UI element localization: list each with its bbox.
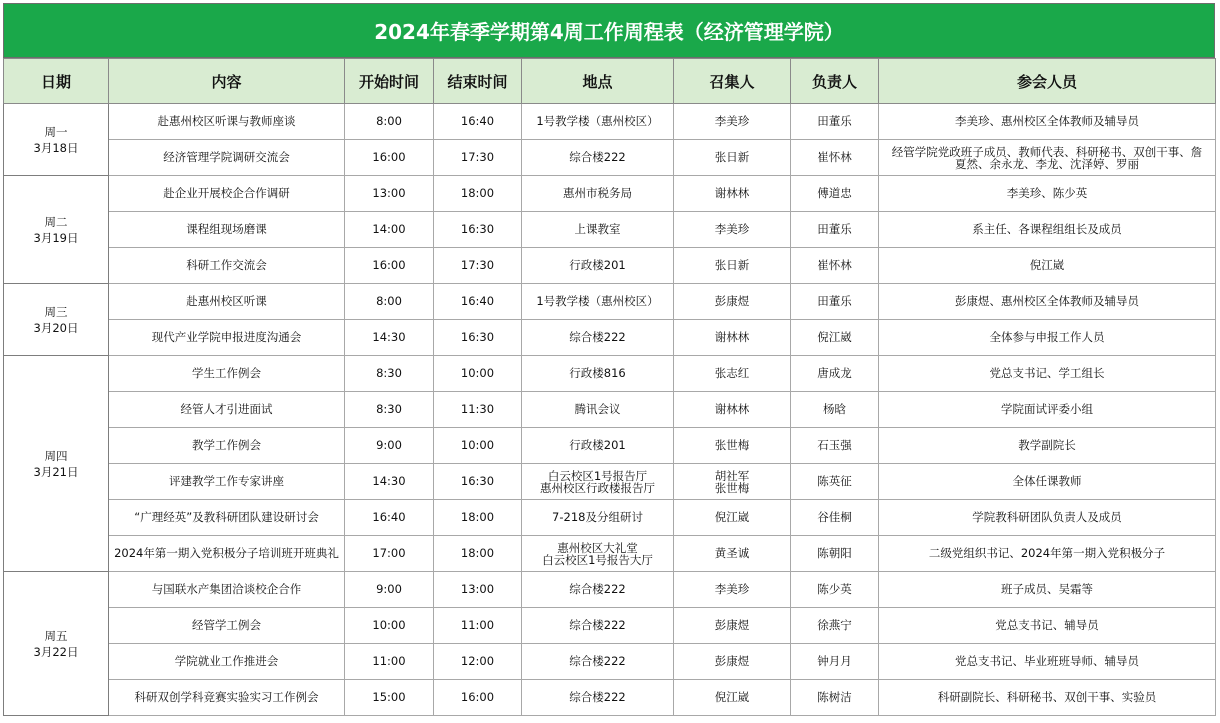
convener-cell[interactable] [674, 680, 791, 716]
table-row [4, 356, 1216, 392]
attendees-cell-line: 党总支书记、辅导员 [995, 618, 1099, 632]
convener-cell-line: 张日新 [714, 258, 750, 272]
leader-cell[interactable]: 石玉强 [791, 428, 879, 464]
end-time-cell[interactable]: 16:30 [434, 212, 522, 248]
place-cell-line: 行政楼201 [569, 438, 626, 452]
attendees-cell-line: 倪江崴 [1029, 258, 1065, 272]
attendees-cell[interactable] [879, 464, 1216, 500]
attendees-cell[interactable] [879, 536, 1216, 572]
place-cell-line: 综合楼222 [569, 150, 626, 164]
place-cell[interactable] [522, 212, 674, 248]
end-time-cell[interactable]: 12:00 [434, 644, 522, 680]
end-time-cell[interactable]: 18:00 [434, 176, 522, 212]
table-row [4, 104, 1216, 140]
schedule-body [4, 104, 1216, 716]
schedule-table [3, 58, 1216, 716]
start-time-cell[interactable]: 8:30 [345, 356, 434, 392]
date-cell[interactable] [4, 284, 109, 356]
header-end-time[interactable]: 结束时间 [434, 59, 522, 104]
content-cell[interactable]: 赴企业开展校企合作调研 [109, 176, 345, 212]
leader-cell[interactable]: 崔怀林 [791, 248, 879, 284]
place-cell-line: 上课教室 [574, 222, 621, 236]
place-cell-line: 行政楼816 [569, 366, 626, 380]
convener-cell[interactable] [674, 212, 791, 248]
start-time-cell[interactable]: 14:00 [345, 212, 434, 248]
table-row [4, 248, 1216, 284]
convener-cell-line: 倪江崴 [714, 510, 750, 524]
table-row [4, 320, 1216, 356]
place-cell[interactable] [522, 680, 674, 716]
attendees-cell-line: 经管学院党政班子成员、教师代表、科研秘书、双创干事、詹 [891, 144, 1203, 159]
leader-cell[interactable]: 田董乐 [791, 212, 879, 248]
convener-cell-line: 张世梅 [714, 438, 750, 452]
content-cell[interactable]: 评建教学工作专家讲座 [109, 464, 345, 500]
table-row [4, 212, 1216, 248]
attendees-cell[interactable] [879, 284, 1216, 320]
leader-cell[interactable]: 钟月月 [791, 644, 879, 680]
attendees-cell[interactable] [879, 608, 1216, 644]
attendees-cell-line: 党总支书记、学工组长 [989, 366, 1105, 380]
place-cell[interactable] [522, 140, 674, 176]
header-start-time[interactable]: 开始时间 [345, 59, 434, 104]
place-cell-line: 综合楼222 [569, 618, 626, 632]
convener-cell[interactable] [674, 536, 791, 572]
start-time-cell[interactable]: 14:30 [345, 320, 434, 356]
table-row [4, 176, 1216, 212]
end-time-cell[interactable]: 11:00 [434, 608, 522, 644]
attendees-cell[interactable] [879, 392, 1216, 428]
convener-cell[interactable] [674, 464, 791, 500]
convener-cell[interactable] [674, 140, 791, 176]
table-row [4, 500, 1216, 536]
attendees-cell[interactable] [879, 140, 1216, 176]
convener-cell[interactable] [674, 356, 791, 392]
convener-cell-line: 张世梅 [714, 480, 750, 495]
attendees-cell-line: 学院教科研团队负责人及成员 [972, 510, 1122, 524]
place-cell[interactable] [522, 356, 674, 392]
place-cell[interactable] [522, 104, 674, 140]
attendees-cell-line: 全体任课教师 [1012, 474, 1082, 488]
leader-cell[interactable]: 陈朝阳 [791, 536, 879, 572]
table-row [4, 428, 1216, 464]
table-row [4, 464, 1216, 500]
content-cell[interactable]: 经管学工例会 [109, 608, 345, 644]
table-row [4, 644, 1216, 680]
place-cell-line: 综合楼222 [569, 582, 626, 596]
header-date[interactable]: 日期 [4, 59, 109, 104]
content-cell[interactable]: 现代产业学院申报进度沟通会 [109, 320, 345, 356]
convener-cell[interactable] [674, 392, 791, 428]
leader-cell[interactable]: 田董乐 [791, 284, 879, 320]
leader-cell[interactable]: 唐成龙 [791, 356, 879, 392]
content-cell[interactable]: 赴惠州校区听课 [109, 284, 345, 320]
convener-cell-line: 彭康煜 [714, 618, 750, 632]
attendees-cell[interactable] [879, 428, 1216, 464]
convener-cell-line: 倪江崴 [714, 690, 750, 704]
start-time-cell[interactable]: 10:00 [345, 608, 434, 644]
place-cell-line: 1号教学楼（惠州校区） [536, 294, 659, 308]
start-time-cell[interactable]: 15:00 [345, 680, 434, 716]
leader-cell[interactable]: 田董乐 [791, 104, 879, 140]
convener-cell[interactable] [674, 572, 791, 608]
convener-cell[interactable] [674, 248, 791, 284]
attendees-cell-line: 班子成员、吴霜等 [1001, 582, 1093, 596]
leader-cell[interactable]: 杨晗 [791, 392, 879, 428]
date-cell[interactable] [4, 176, 109, 284]
start-time-cell[interactable]: 8:00 [345, 104, 434, 140]
attendees-cell[interactable] [879, 680, 1216, 716]
place-cell[interactable] [522, 536, 674, 572]
end-time-cell[interactable]: 13:00 [434, 572, 522, 608]
date-cell[interactable] [4, 572, 109, 716]
place-cell-line: 白云校区1号报告厅 [547, 468, 648, 483]
start-time-cell[interactable]: 9:00 [345, 428, 434, 464]
end-time-cell[interactable]: 17:30 [434, 140, 522, 176]
date-label: 3月18日 [33, 140, 79, 155]
end-time-cell[interactable]: 10:00 [434, 356, 522, 392]
header-place[interactable]: 地点 [522, 59, 674, 104]
place-cell-line: 腾讯会议 [574, 402, 621, 416]
convener-cell-line: 黄圣诚 [714, 546, 750, 560]
end-time-cell[interactable]: 16:40 [434, 284, 522, 320]
place-cell[interactable] [522, 428, 674, 464]
place-cell-line: 行政楼201 [569, 258, 626, 272]
content-cell[interactable]: 教学工作例会 [109, 428, 345, 464]
convener-cell-line: 李美珍 [714, 222, 750, 236]
place-cell-line: 惠州市税务局 [563, 186, 632, 200]
leader-cell[interactable]: 陈树洁 [791, 680, 879, 716]
content-cell[interactable]: 科研工作交流会 [109, 248, 345, 284]
start-time-cell[interactable]: 13:00 [345, 176, 434, 212]
end-time-cell[interactable]: 16:00 [434, 680, 522, 716]
place-cell[interactable] [522, 392, 674, 428]
start-time-cell[interactable]: 16:40 [345, 500, 434, 536]
start-time-cell[interactable]: 17:00 [345, 536, 434, 572]
weekday-label: 周三 [44, 304, 68, 319]
attendees-cell[interactable] [879, 320, 1216, 356]
attendees-cell[interactable] [879, 212, 1216, 248]
leader-cell[interactable]: 崔怀林 [791, 140, 879, 176]
date-label: 3月19日 [33, 230, 79, 245]
header-row [4, 59, 1216, 104]
attendees-cell-line: 教学副院长 [1018, 438, 1076, 452]
leader-cell[interactable]: 陈少英 [791, 572, 879, 608]
end-time-cell[interactable]: 10:00 [434, 428, 522, 464]
end-time-cell[interactable]: 11:30 [434, 392, 522, 428]
leader-cell[interactable]: 徐燕宁 [791, 608, 879, 644]
convener-cell-line: 谢林林 [714, 186, 750, 200]
content-cell[interactable]: 课程组现场磨课 [109, 212, 345, 248]
table-row [4, 392, 1216, 428]
place-cell[interactable] [522, 320, 674, 356]
start-time-cell[interactable]: 16:00 [345, 140, 434, 176]
content-cell[interactable]: 与国联水产集团洽谈校企合作 [109, 572, 345, 608]
convener-cell[interactable] [674, 608, 791, 644]
place-cell[interactable] [522, 176, 674, 212]
place-cell[interactable] [522, 608, 674, 644]
content-cell[interactable]: 经济管理学院调研交流会 [109, 140, 345, 176]
end-time-cell[interactable]: 16:30 [434, 320, 522, 356]
header-content[interactable]: 内容 [109, 59, 345, 104]
attendees-cell[interactable] [879, 644, 1216, 680]
place-cell[interactable] [522, 572, 674, 608]
attendees-cell-line: 二级党组织书记、2024年第一期入党积极分子 [928, 546, 1166, 560]
leader-cell[interactable]: 倪江崴 [791, 320, 879, 356]
place-cell-line: 白云校区1号报告大厅 [542, 552, 653, 567]
header-leader[interactable]: 负责人 [791, 59, 879, 104]
start-time-cell[interactable]: 16:00 [345, 248, 434, 284]
attendees-cell-line: 李美珍、惠州校区全体教师及辅导员 [955, 114, 1139, 128]
place-cell-line: 1号教学楼（惠州校区） [536, 114, 659, 128]
weekday-label: 周一 [44, 124, 68, 139]
place-cell-line: 7-218及分组研讨 [552, 510, 643, 524]
convener-cell-line: 谢林林 [714, 402, 750, 416]
convener-cell[interactable] [674, 428, 791, 464]
convener-cell-line: 彭康煜 [714, 294, 750, 308]
weekday-label: 周四 [44, 448, 68, 463]
table-row [4, 284, 1216, 320]
header-attendees[interactable]: 参会人员 [879, 59, 1216, 104]
date-cell[interactable] [4, 104, 109, 176]
start-time-cell[interactable]: 14:30 [345, 464, 434, 500]
content-cell[interactable]: 赴惠州校区听课与教师座谈 [109, 104, 345, 140]
content-cell[interactable]: “广理经英”及教科研团队建设研讨会 [109, 500, 345, 536]
attendees-cell[interactable] [879, 176, 1216, 212]
attendees-cell-line: 全体参与申报工作人员 [989, 330, 1105, 344]
end-time-cell[interactable]: 18:00 [434, 500, 522, 536]
attendees-cell-line: 李美珍、陈少英 [1006, 186, 1088, 200]
sheet-title: 2024年春季学期第4周工作周程表（经济管理学院） [3, 3, 1215, 58]
convener-cell[interactable] [674, 500, 791, 536]
leader-cell[interactable]: 陈英征 [791, 464, 879, 500]
attendees-cell[interactable] [879, 500, 1216, 536]
content-cell[interactable]: 学生工作例会 [109, 356, 345, 392]
date-label: 3月22日 [33, 644, 79, 659]
convener-cell-line: 张志红 [714, 366, 750, 380]
leader-cell[interactable]: 傅道忠 [791, 176, 879, 212]
convener-cell-line: 李美珍 [714, 114, 750, 128]
convener-cell[interactable] [674, 104, 791, 140]
place-cell[interactable] [522, 248, 674, 284]
table-row [4, 680, 1216, 716]
content-cell[interactable]: 学院就业工作推进会 [109, 644, 345, 680]
end-time-cell[interactable]: 16:40 [434, 104, 522, 140]
place-cell[interactable] [522, 644, 674, 680]
date-label: 3月21日 [33, 464, 79, 479]
header-convener[interactable]: 召集人 [674, 59, 791, 104]
place-cell-line: 惠州校区行政楼报告厅 [540, 480, 655, 495]
attendees-cell[interactable] [879, 572, 1216, 608]
attendees-cell-line: 系主任、各课程组组长及成员 [972, 222, 1122, 236]
place-cell[interactable] [522, 464, 674, 500]
start-time-cell[interactable]: 8:30 [345, 392, 434, 428]
convener-cell[interactable] [674, 644, 791, 680]
attendees-cell-line: 党总支书记、毕业班班导师、辅导员 [955, 654, 1139, 668]
place-cell-line: 综合楼222 [569, 330, 626, 344]
content-cell[interactable]: 科研双创学科竞赛实验实习工作例会 [109, 680, 345, 716]
convener-cell-line: 彭康煜 [714, 654, 750, 668]
end-time-cell[interactable]: 18:00 [434, 536, 522, 572]
start-time-cell[interactable]: 9:00 [345, 572, 434, 608]
weekday-label: 周二 [44, 214, 68, 229]
leader-cell[interactable]: 谷佳桐 [791, 500, 879, 536]
end-time-cell[interactable]: 17:30 [434, 248, 522, 284]
convener-cell[interactable] [674, 320, 791, 356]
weekday-label: 周五 [44, 628, 68, 643]
start-time-cell[interactable]: 8:00 [345, 284, 434, 320]
convener-cell-line: 谢林林 [714, 330, 750, 344]
attendees-cell[interactable] [879, 356, 1216, 392]
date-cell[interactable] [4, 356, 109, 572]
table-row [4, 572, 1216, 608]
attendees-cell-line: 夏然、余永龙、李龙、沈泽婷、罗丽 [955, 156, 1139, 171]
attendees-cell-line: 学院面试评委小组 [1001, 402, 1093, 416]
date-label: 3月20日 [33, 320, 79, 335]
schedule-sheet [3, 3, 1215, 716]
place-cell-line: 综合楼222 [569, 654, 626, 668]
table-row [4, 140, 1216, 176]
table-row [4, 536, 1216, 572]
convener-cell-line: 胡社军 [714, 468, 750, 483]
place-cell[interactable] [522, 500, 674, 536]
place-cell[interactable] [522, 284, 674, 320]
convener-cell-line: 李美珍 [714, 582, 750, 596]
attendees-cell[interactable] [879, 248, 1216, 284]
table-row [4, 608, 1216, 644]
attendees-cell-line: 科研副院长、科研秘书、双创干事、实验员 [937, 690, 1157, 704]
place-cell-line: 综合楼222 [569, 690, 626, 704]
content-cell[interactable]: 经管人才引进面试 [109, 392, 345, 428]
convener-cell[interactable] [674, 176, 791, 212]
content-cell[interactable]: 2024年第一期入党积极分子培训班开班典礼 [109, 536, 345, 572]
convener-cell-line: 张日新 [714, 150, 750, 164]
end-time-cell[interactable]: 16:30 [434, 464, 522, 500]
start-time-cell[interactable]: 11:00 [345, 644, 434, 680]
convener-cell[interactable] [674, 284, 791, 320]
place-cell-line: 惠州校区大礼堂 [557, 540, 638, 555]
attendees-cell[interactable] [879, 104, 1216, 140]
attendees-cell-line: 彭康煜、惠州校区全体教师及辅导员 [955, 294, 1139, 308]
